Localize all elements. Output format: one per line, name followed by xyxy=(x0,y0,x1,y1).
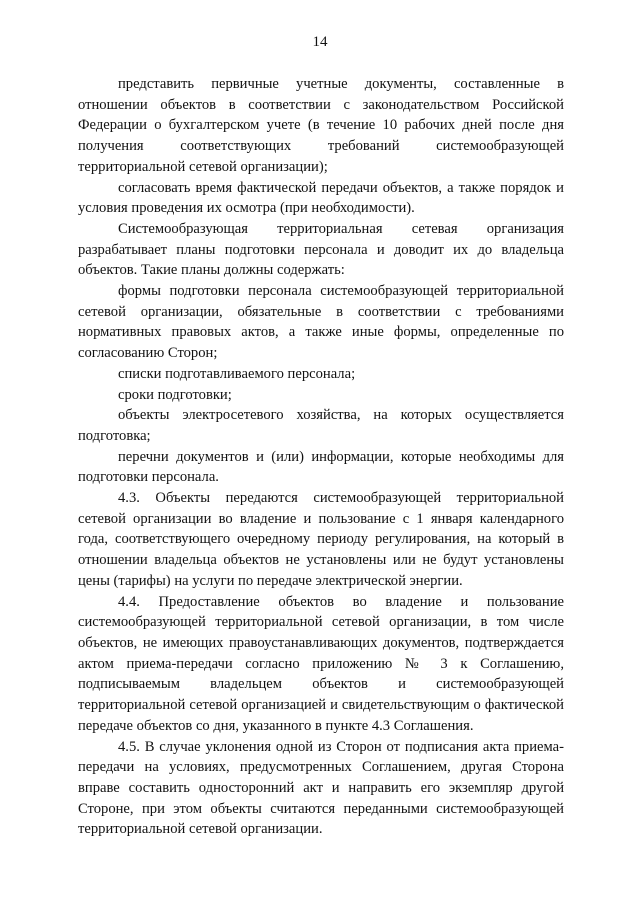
paragraph: 4.5. В случае уклонения одной из Сторон от подписания акта приема-передачи на условиях, предусмотренных Соглашением, другая Сторона вправе составить односторонний акт и направить его экземпляр другой Стороне, при этом объекты считаются переданными системообразующей территориальной сетевой организации. xyxy=(78,738,564,838)
paragraph: формы подготовки персонала системообразующей территориальной сетевой организации, обязательные в соответствии с требованиями нормативных правовых актов, а также иные формы, определенные по согласованию Сторон; xyxy=(78,283,564,362)
paragraph: представить первичные учетные документы, составленные в отношении объектов в соответствии с законодательством Российской Федерации о бухгалтерском учете (в течение 10 рабочих дней после дня получения соответствующих требований системообразующей территориальной сетевой организации); xyxy=(78,76,564,175)
paragraph: объекты электросетевого хозяйства, на которых осуществляется подготовка; xyxy=(78,407,564,444)
paragraph: 4.4. Предоставление объектов во владение и пользование системообразующей территориальной сетевой организации, в том числе объектов, не имеющих правоустанавливающих документов, подтверждается актом приема-передачи согласно приложению № 3 к Соглашению, подписываемым владельцем объектов и системообразующей территориальной сетевой организацией и свидетельствующим о фактической передаче объектов со дня, указанного в пункте 4.3 Соглашения. xyxy=(78,593,564,734)
page-number: 14 xyxy=(312,34,328,50)
body-text xyxy=(78,74,564,840)
paragraph: Системообразующая территориальная сетевая организация разрабатывает планы подготовки персонала и доводит их до владельца объектов. Такие планы должны содержать: xyxy=(78,220,564,279)
paragraph: сроки подготовки; xyxy=(118,386,232,403)
paragraph: 4.3. Объекты передаются системообразующей территориальной сетевой организации во владение и пользование с 1 января календарного года, соответствующего очередному периоду регулирования, на который в отношении владельца объектов не установлены или не будут установлены цены (тарифы) на услуги по передаче электрической энергии. xyxy=(78,490,564,589)
paragraph: согласовать время фактической передачи объектов, а также порядок и условия проведения их осмотра (при необходимости). xyxy=(78,179,564,217)
paragraph: списки подготавливаемого персонала; xyxy=(118,365,356,382)
paragraph: перечни документов и (или) информации, которые необходимы для подготовки персонала. xyxy=(78,448,564,486)
